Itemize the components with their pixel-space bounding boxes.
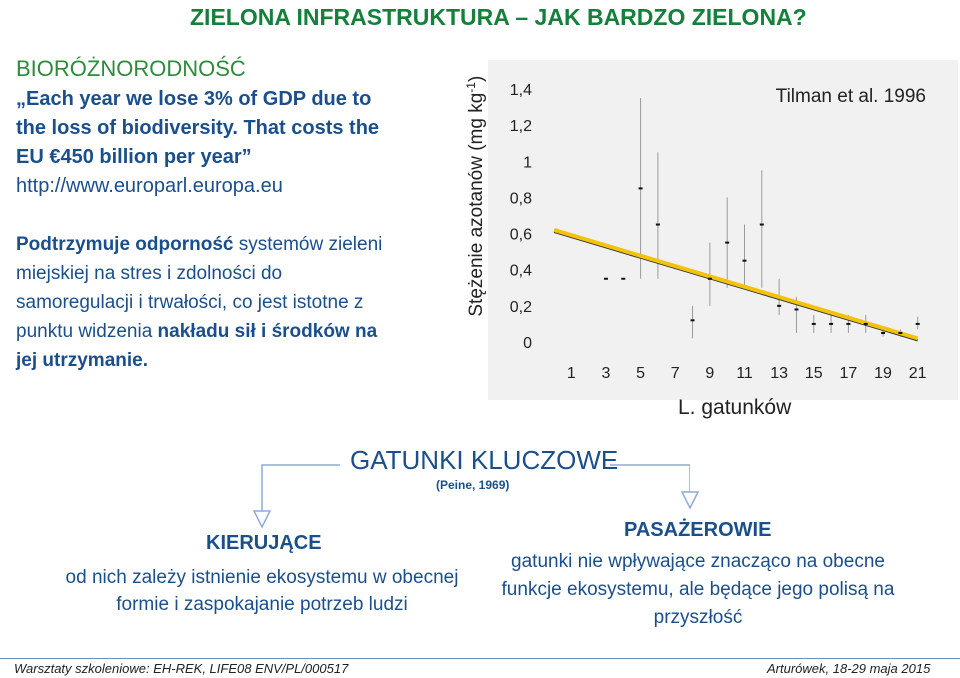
- para-line-1: [16, 230, 436, 259]
- data-point: [916, 323, 920, 325]
- source-url[interactable]: http://www.europarl.europa.eu: [16, 175, 283, 197]
- para-start-4: punktu widzenia: [16, 321, 158, 342]
- y-tick-label: 0,2: [509, 298, 532, 316]
- y-label-end: ): [466, 75, 488, 83]
- data-point: [725, 242, 729, 244]
- biodiversity-quote: [16, 85, 396, 201]
- x-tick-label: 9: [705, 365, 715, 382]
- slide-title: ZIELONA INFRASTRUKTURA – JAK BARDZO ZIELONA?: [190, 4, 807, 30]
- y-tick-label: 0: [523, 335, 532, 352]
- x-tick-label: 11: [736, 365, 753, 382]
- x-tick-label: 15: [804, 365, 823, 382]
- y-label-main: Stężenie azotanów (mg kg: [466, 92, 488, 317]
- driving-line-2: formie i zaspokajanie potrzeb ludzi: [116, 594, 408, 615]
- para-line-4: [16, 317, 436, 346]
- data-point: [656, 224, 660, 226]
- chart-source: Tilman et al. 1996: [775, 86, 926, 107]
- y-tick-label: 0,4: [509, 262, 532, 280]
- para-line-3: samoregulacji i trwałości, co jest istotne z: [16, 292, 364, 313]
- passengers-line-2: funkcje ekosystemu, ale będące jego polisą na: [501, 579, 895, 600]
- data-point: [864, 323, 868, 325]
- data-point: [604, 278, 608, 280]
- data-point: [621, 278, 625, 280]
- quote-line-1: „Each year we lose 3% of GDP due to: [16, 88, 372, 110]
- footer-left: Warsztaty szkoleniowe: EH-REK, LIFE08 ENV/PL/000517: [14, 661, 349, 676]
- driving-description: [52, 564, 472, 618]
- driving-heading: KIERUJĄCE: [206, 532, 322, 554]
- para-line-5: [16, 346, 436, 375]
- quote-line-3: EU €450 billion per year”: [16, 146, 252, 168]
- x-tick-label: 13: [770, 365, 789, 382]
- data-point: [846, 323, 850, 325]
- driving-line-1: od nich zależy istnienie ekosystemu w obecnej: [65, 567, 459, 588]
- footer-divider: [0, 658, 960, 659]
- left-arrowhead: [254, 511, 270, 527]
- key-species-heading: GATUNKI KLUCZOWE: [350, 445, 619, 475]
- data-point: [760, 224, 764, 226]
- chart-x-axis-label: L. gatunków: [678, 396, 792, 419]
- key-species-source: (Peine, 1969): [436, 478, 510, 492]
- passengers-line-3: przyszłość: [653, 607, 743, 628]
- y-tick-label: 1,2: [509, 118, 532, 136]
- left-branch-arrow: [262, 465, 340, 513]
- y-tick-label: 1,4: [509, 82, 532, 99]
- quote-line-2: the loss of biodiversity. That costs the: [16, 117, 380, 139]
- y-tick-label: 0,8: [509, 190, 532, 208]
- x-tick-label: 3: [601, 365, 611, 382]
- data-point: [812, 323, 816, 325]
- passengers-line-1: gatunki nie wpływające znacząco na obecne: [511, 551, 885, 572]
- data-point: [777, 305, 781, 307]
- data-point: [898, 332, 902, 334]
- para-rest-1: systemów zieleni: [233, 234, 383, 255]
- passengers-heading: PASAŻEROWIE: [624, 519, 772, 541]
- footer-right: Arturówek, 18-29 maja 2015: [767, 661, 931, 676]
- biodiversity-heading: BIORÓŻNORODNOŚĆ: [16, 56, 246, 81]
- right-arrowhead-wrap: [676, 490, 706, 520]
- para-line-2: miejskiej na stres i zdolności do: [16, 263, 283, 284]
- nitrate-chart: [488, 60, 958, 400]
- right-branch-arrow: [610, 465, 690, 493]
- data-point: [881, 332, 885, 334]
- x-tick-label: 21: [908, 365, 927, 382]
- y-tick-label: 0,6: [509, 226, 532, 244]
- x-tick-label: 5: [636, 365, 646, 382]
- x-tick-label: 19: [874, 365, 892, 382]
- x-tick-label: 17: [839, 365, 858, 382]
- y-label-sup: -1: [463, 82, 478, 93]
- data-point: [691, 319, 695, 321]
- y-tick-label: 1: [523, 154, 532, 172]
- passengers-description: [488, 548, 908, 632]
- right-arrowhead: [682, 492, 698, 508]
- data-point: [829, 323, 833, 325]
- trend-line: [554, 230, 918, 338]
- data-point: [639, 187, 643, 189]
- para-bold-1: Podtrzymuje odporność: [16, 234, 234, 255]
- data-point: [794, 308, 798, 310]
- data-point: [743, 260, 747, 262]
- para-bold-4: nakładu sił i środków na: [157, 321, 378, 342]
- x-tick-label: 7: [670, 365, 680, 382]
- data-point: [708, 278, 712, 280]
- x-tick-label: 1: [566, 365, 576, 382]
- resilience-paragraph: [16, 230, 436, 375]
- para-bold-5: jej utrzymanie.: [16, 350, 148, 371]
- chart-y-axis-label: [464, 16, 488, 376]
